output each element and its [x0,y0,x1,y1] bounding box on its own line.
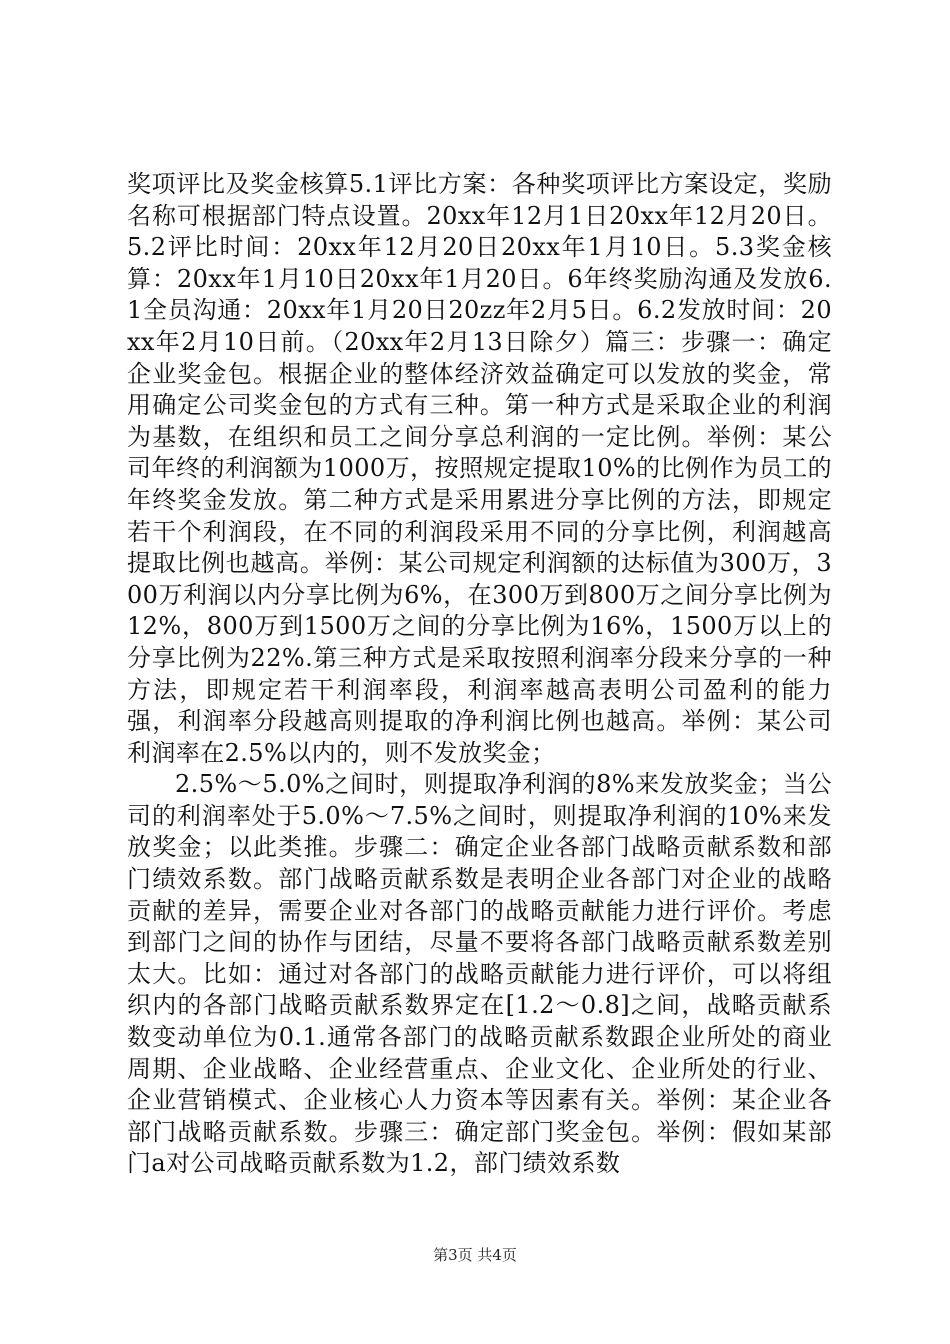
paragraph-2: 2.5%～5.0%之间时，则提取净利润的8%来发放奖金；当公司的利润率处于5.0%～7.5%之间时，则提取净利润的10%来发放奖金；以此类推。步骤二：确定企业各部门战略贡献系数和部门绩效系数。部门战略贡献系数是表明企业各部门对企业的战略贡献的差异，需要企业对各部门的战略贡献能力进行评价。考虑到部门之间的协作与团结，尽量不要将各部门战略贡献系数差别太大。比如：通过对各部门的战略贡献能力进行评价，可以将组织内的各部门战略贡献系数界定在[1.2～0.8]之间，战略贡献系数变动单位为0.1.通常各部门的战略贡献系数跟企业所处的商业周期、企业战略、企业经营重点、企业文化、企业所处的行业、企业营销模式、企业核心人力资本等因素有关。举例：某企业各部门战略贡献系数。步骤三：确定部门奖金包。举例：假如某部门a对公司战略贡献系数为1.2，部门绩效系数 [127,770,832,1178]
page-number-footer: 第3页 共4页 [433,1246,517,1264]
paragraph-1: 奖项评比及奖金核算5.1评比方案：各种奖项评比方案设定，奖励名称可根据部门特点设置。20xx年12月1日20xx年12月20日。5.2评比时间：20xx年12月20日20xx年1月10日。5.3奖金核算：20xx年1月10日20xx年1月20日。6年终奖励沟通及发放6.1全员沟通：20xx年1月20日20zz年2月5日。6.2发放时间：20xx年2月10日前。（20xx年2月13日除夕）篇三：步骤一：确定企业奖金包。根据企业的整体经济效益确定可以发放的奖金，常用确定公司奖金包的方式有三种。第一种方式是采取企业的利润为基数，在组织和员工之间分享总利润的一定比例。举例：某公司年终的利润额为1000万，按照规定提取10%的比例作为员工的年终奖金发放。第二种方式是采用累进分享比例的方法，即规定若干个利润段，在不同的利润段采用不同的分享比例，利润越高提取比例也越高。举例：某公司规定利润额的达标值为300万，300万利润以内分享比例为6%，在300万到800万之间分享比例为12%，800万到1500万之间的分享比例为16%，1500万以上的分享比例为22%.第三种方式是采取按照利润率分段来分享的一种方法，即规定若干利润率段，利润率越高表明公司盈利的能力强，利润率分段越高则提取的净利润比例也越高。举例：某公司利润率在2.5%以内的，则不发放奖金； [127,170,832,767]
body-text [127,169,832,1180]
